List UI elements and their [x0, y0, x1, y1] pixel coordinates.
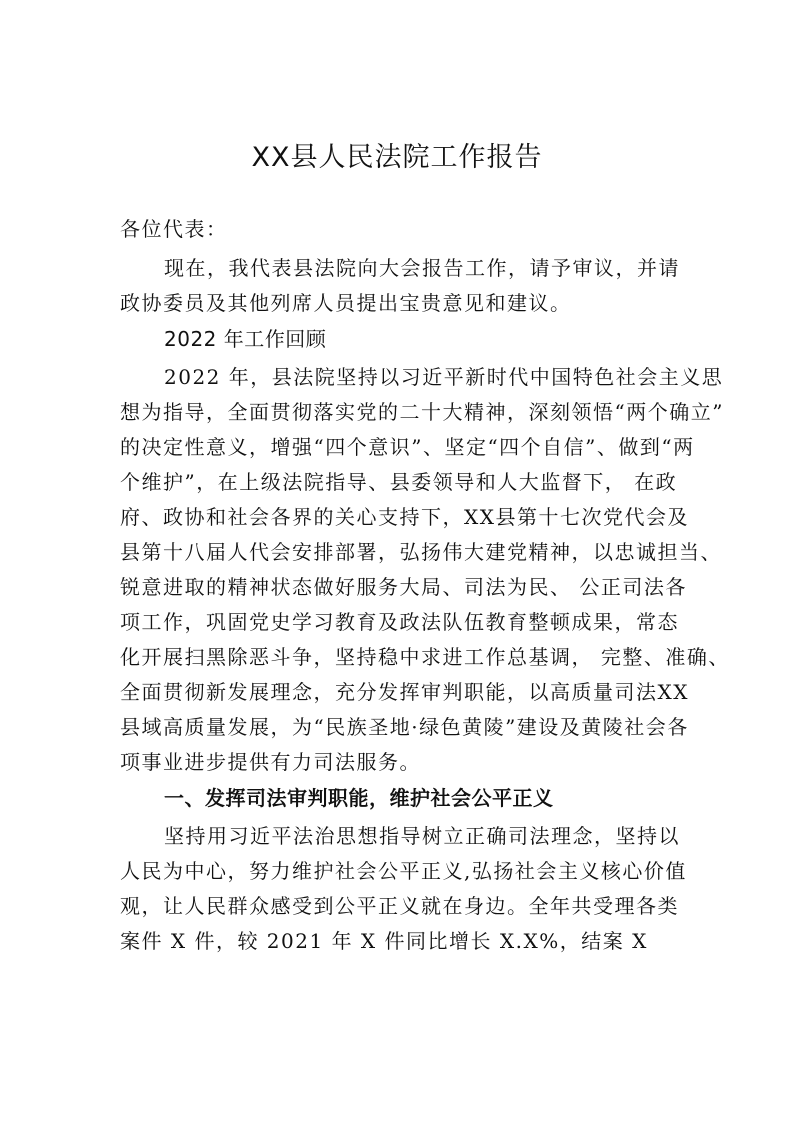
review-line: 全面贯彻新发展理念，充分发挥审判职能，以高质量司法XX — [120, 680, 689, 704]
salutation: 各位代表： — [120, 217, 228, 241]
section-heading: 2022 年工作回顾 — [164, 327, 327, 351]
part1-heading: 一、发挥司法审判职能，维护社会公平正义 — [164, 786, 554, 810]
review-line: 项工作，巩固党史学习教育及政法队伍教育整顿成果，常态 — [120, 610, 679, 634]
review-line: 个维护”，在上级法院指导、县委领导和人大监督下， 在政 — [120, 470, 678, 494]
review-line: 的决定性意义，增强“四个意识”、坚定“四个自信”、做到“两 — [120, 435, 695, 459]
part1-line: 人民为中心，努力维护社会公平正义,弘扬社会主义核心价值 — [120, 859, 687, 883]
part1-line: 观，让人民群众感受到公平正义就在身边。全年共受理各类 — [120, 894, 679, 918]
review-line: 锐意进取的精神状态做好服务大局、司法为民、 公正司法各 — [120, 575, 687, 599]
document-title: XX县人民法院工作报告 — [251, 142, 543, 173]
intro-line: 现在，我代表县法院向大会报告工作，请予审议，并请 — [164, 256, 680, 280]
review-line: 2022 年，县法院坚持以习近平新时代中国特色社会主义思 — [164, 365, 724, 389]
part1-line: 案件 X 件，较 2021 年 X 件同比增长 X.X%，结案 X — [120, 929, 648, 953]
review-line: 县域高质量发展，为“民族圣地·绿色黄陵”建设及黄陵社会各 — [120, 715, 689, 739]
review-line: 县第十八届人代会安排部署，弘扬伟大建党精神，以忠诚担当、 — [120, 540, 722, 564]
review-line: 化开展扫黑除恶斗争，坚持稳中求进工作总基调， 完整、准确、 — [120, 645, 730, 669]
review-line: 府、政协和社会各界的关心支持下，XX县第十七次党代会及 — [120, 505, 689, 529]
part1-line: 坚持用习近平法治思想指导树立正确司法理念，坚持以 — [164, 824, 680, 848]
review-line: 想为指导，全面贯彻落实党的二十大精神，深刻领悟“两个确立” — [120, 400, 724, 424]
review-line: 项事业进步提供有力司法服务。 — [120, 750, 421, 774]
intro-line: 政协委员及其他列席人员提出宝贵意见和建议。 — [120, 291, 572, 315]
